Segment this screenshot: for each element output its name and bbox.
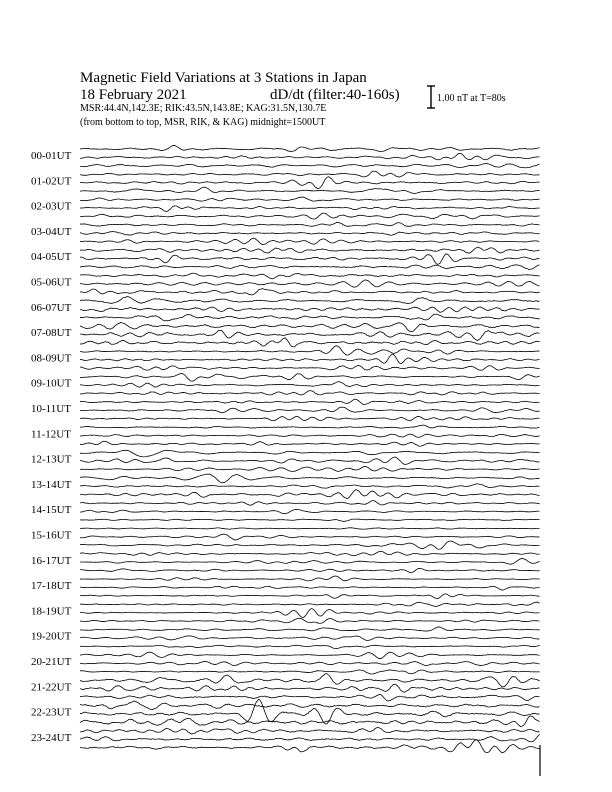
trace-kag	[80, 701, 540, 710]
trace-kag	[80, 322, 540, 331]
trace-rik	[80, 231, 540, 235]
trace-rik	[80, 534, 540, 540]
trace-kag	[80, 223, 540, 227]
hour-label: 05-06UT	[31, 276, 72, 289]
trace-msr	[80, 365, 540, 370]
trace-msr	[80, 338, 540, 347]
chart-date: 18 February 2021	[80, 87, 187, 103]
trace-kag	[80, 171, 540, 177]
trace-kag	[80, 674, 540, 687]
trace-kag	[80, 602, 540, 606]
trace-kag	[80, 297, 540, 304]
scale-bar-label: 1.00 nT at T=80s	[437, 93, 506, 104]
hour-label: 08-09UT	[31, 352, 72, 365]
chart-mode: dD/dt (filter:40-160s)	[270, 87, 400, 103]
trace-msr	[80, 265, 540, 270]
trace-msr	[80, 289, 540, 295]
trace-kag	[80, 197, 540, 201]
trace-msr	[80, 187, 540, 193]
trace-kag	[80, 145, 540, 151]
trace-kag	[80, 501, 540, 506]
trace-rik	[80, 280, 540, 287]
trace-msr	[80, 541, 540, 549]
hour-label: 22-23UT	[31, 706, 72, 719]
trace-msr	[80, 391, 540, 395]
trace-rik	[80, 307, 540, 313]
trace-kag	[80, 551, 540, 555]
trace-msr	[80, 238, 540, 244]
trace-msr	[80, 490, 540, 499]
trace-rik	[80, 586, 540, 590]
trace-msr	[80, 618, 540, 623]
trace-rik	[80, 206, 540, 212]
trace-rik	[80, 558, 540, 564]
trace-msr	[80, 645, 540, 648]
trace-msr	[80, 441, 540, 446]
trace-rik	[80, 661, 540, 665]
trace-rik	[80, 177, 540, 189]
trace-msr	[80, 416, 540, 420]
trace-msr	[80, 213, 540, 219]
hour-label: 02-03UT	[31, 200, 72, 213]
scale-bar	[427, 86, 435, 108]
trace-rik	[80, 509, 540, 513]
trace-msr	[80, 314, 540, 321]
hour-label: 18-19UT	[31, 605, 72, 618]
trace-rik	[80, 382, 540, 387]
hour-label: 17-18UT	[31, 580, 72, 593]
trace-kag	[80, 627, 540, 631]
hour-label: 20-21UT	[31, 656, 72, 668]
trace-rik	[80, 734, 540, 742]
hour-label: 09-10UT	[31, 377, 72, 390]
hour-label: 03-04UT	[31, 225, 72, 238]
trace-msr	[80, 466, 540, 471]
trace-kag	[80, 474, 540, 483]
hour-label: 07-08UT	[31, 327, 72, 340]
trace-rik	[80, 636, 540, 641]
hour-label: 01-02UT	[31, 175, 72, 188]
hour-label: 10-11UT	[31, 403, 71, 415]
hour-label: 14-15UT	[31, 504, 72, 517]
trace-msr	[80, 519, 540, 522]
hour-label: 00-01UT	[31, 150, 72, 162]
trace-msr	[80, 568, 540, 572]
trace-rik	[80, 434, 540, 437]
trace-msr	[80, 164, 540, 168]
trace-rik	[80, 457, 540, 464]
trace-kag	[80, 728, 540, 734]
station-order-note: (from bottom to top, MSR, RIK, & KAG) midnight=1500UT	[80, 117, 326, 128]
trace-kag	[80, 399, 540, 404]
hour-label: 21-22UT	[31, 681, 72, 694]
trace-kag	[80, 273, 540, 279]
hour-label: 16-17UT	[31, 554, 72, 567]
trace-kag	[80, 652, 540, 658]
hour-label: 19-20UT	[31, 630, 72, 643]
hour-label: 06-07UT	[31, 301, 72, 314]
trace-msr	[80, 716, 540, 727]
trace-kag	[80, 576, 540, 581]
trace-kag	[80, 346, 540, 355]
trace-msr	[80, 594, 540, 599]
trace-rik	[80, 609, 540, 618]
hour-label: 15-16UT	[31, 529, 72, 542]
trace-msr	[80, 694, 540, 701]
trace-kag	[80, 247, 540, 253]
trace-kag	[80, 425, 540, 428]
hour-label: 13-14UT	[31, 478, 72, 491]
trace-rik	[80, 484, 540, 489]
trace-rik	[80, 684, 540, 692]
hour-label: 04-05UT	[31, 251, 72, 264]
station-coordinates: MSR:44.4N,142.3E; RIK:43.5N,143.8E; KAG:31.5N,130.7E	[80, 103, 327, 114]
hour-label: 11-12UT	[31, 428, 71, 441]
trace-kag	[80, 528, 540, 529]
trace-rik	[80, 153, 540, 159]
trace-rik	[80, 354, 540, 363]
trace-rik	[80, 407, 540, 413]
hour-label: 23-24UT	[31, 731, 72, 744]
trace-kag	[80, 450, 540, 457]
trace-rik	[80, 330, 540, 340]
trace-kag	[80, 374, 540, 382]
trace-rik	[80, 699, 540, 724]
trace-msr	[80, 670, 540, 674]
hour-label: 12-13UT	[31, 453, 72, 466]
chart-title: Magnetic Field Variations at 3 Stations in Japan	[80, 70, 367, 86]
trace-msr	[80, 740, 540, 753]
trace-rik	[80, 254, 540, 265]
